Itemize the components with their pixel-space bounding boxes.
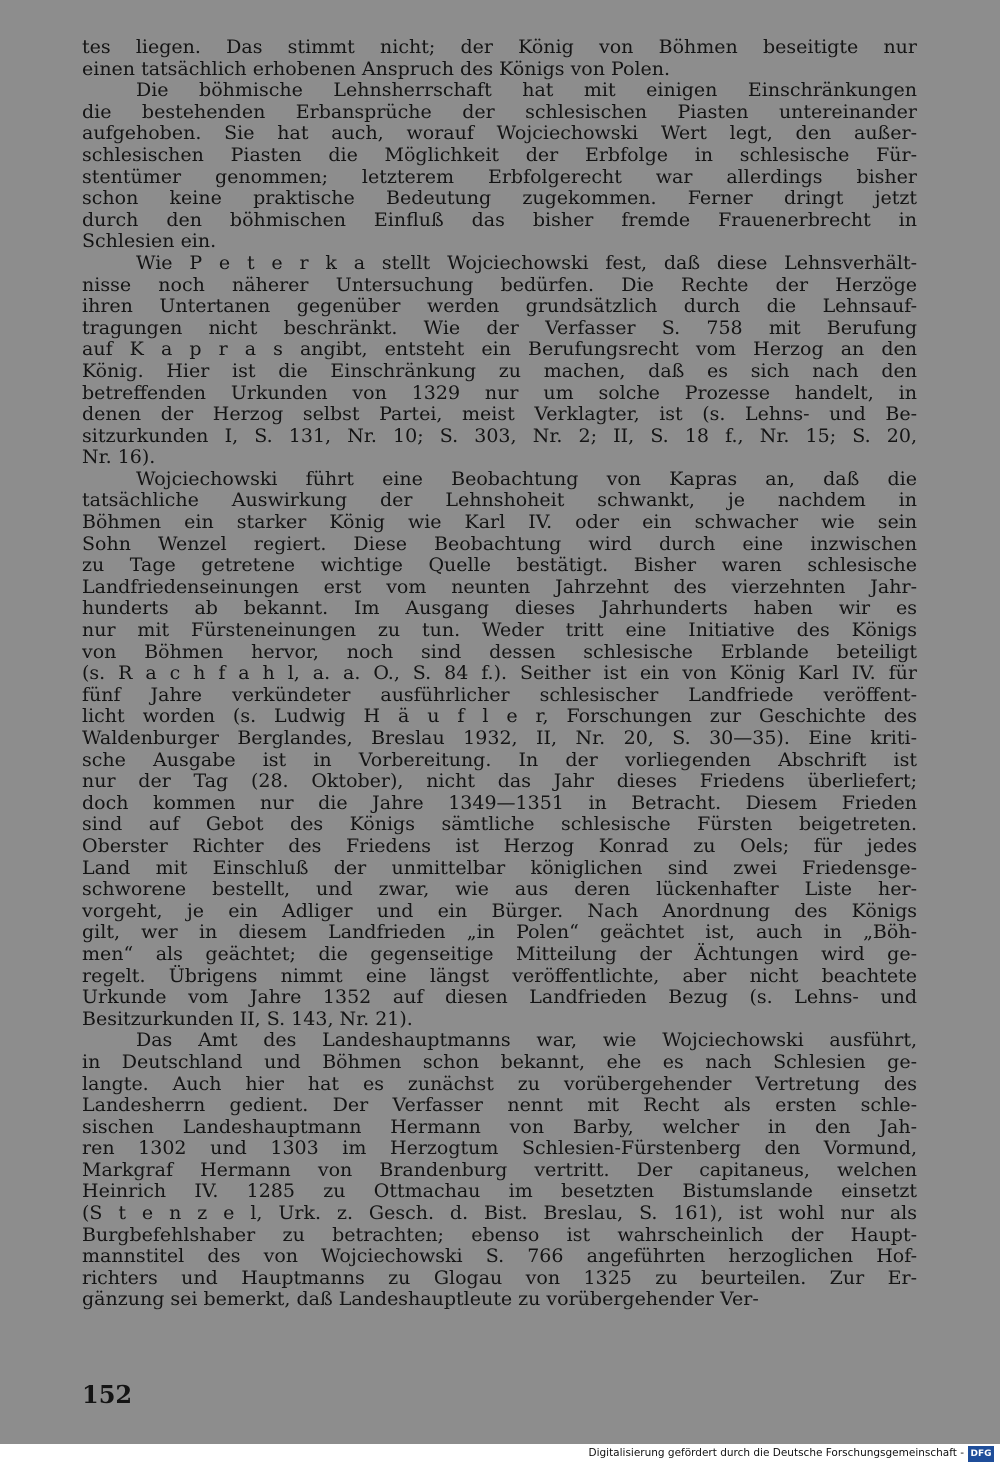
text-line: durch den böhmischen Einfluß das bisher fremde Frauenerbrecht in	[82, 208, 917, 231]
text-line: Wojciechowski führt eine Beobachtung von Kapras an, daß die	[136, 467, 917, 490]
text-line: in Deutschland und Böhmen schon bekannt, ehe es nach Schlesien ge-	[82, 1050, 917, 1073]
text-line: Heinrich IV. 1285 zu Ottmachau im besetzten Bistumslande einsetzt	[82, 1180, 917, 1203]
digitization-footer	[0, 1444, 1000, 1465]
text-line: fünf Jahre verkündeter ausführlicher schlesischer Landfriede veröffent-	[82, 683, 917, 706]
text-line: men“ als geächtet; die gegenseitige Mitteilung der Ächtungen wird ge-	[82, 942, 917, 965]
text-line: Markgraf Hermann von Brandenburg vertritt. Der capitaneus, welchen	[82, 1158, 917, 1181]
text-line: nisse noch näherer Untersuchung bedürfen. Die Rechte der Herzöge	[82, 273, 917, 296]
text-line: sind auf Gebot des Königs sämtliche schlesische Fürsten beigetreten.	[82, 813, 917, 836]
text-line: Land mit Einschluß der unmittelbar königlichen sind zwei Friedensge-	[82, 856, 917, 879]
text-line: gilt, wer in diesem Landfrieden „in Polen“ geächtet ist, auch in „Böh-	[82, 921, 917, 944]
text-line: Böhmen ein starker König wie Karl IV. oder ein schwacher wie sein	[82, 511, 917, 534]
text-line: mannstitel des von Wojciechowski S. 766 angeführten herzoglichen Hof-	[82, 1245, 917, 1268]
text-line: Nr. 16).	[82, 446, 156, 469]
paragraph	[82, 1030, 917, 1311]
text-line: Landfriedenseinungen erst vom neunten Jahrzehnt des vierzehnten Jahr-	[82, 575, 917, 598]
text-line: einen tatsächlich erhobenen Anspruch des Königs von Polen.	[82, 57, 671, 80]
text-line: Wie P e t e r k a stellt Wojciechowski fest, daß diese Lehnsverhält-	[136, 251, 917, 274]
paragraph	[82, 37, 917, 80]
text-line: langte. Auch hier hat es zunächst zu vorübergehender Vertretung des	[82, 1072, 917, 1095]
paragraph	[82, 469, 917, 1030]
text-line: (s. R a c h f a h l, a. a. O., S. 84 f.). Seither ist ein von König Karl IV. für	[82, 662, 917, 685]
text-line: richters und Hauptmanns zu Glogau von 1325 zu beurteilen. Zur Er-	[82, 1266, 917, 1289]
text-line: aufgehoben. Sie hat auch, worauf Wojciechowski Wert legt, den außer-	[82, 122, 917, 145]
text-line: doch kommen nur die Jahre 1349—1351 in Betracht. Diesem Frieden	[82, 791, 917, 814]
text-line: Waldenburger Berglandes, Breslau 1932, II, Nr. 20, S. 30—35). Eine kriti-	[82, 727, 917, 749]
paragraph	[82, 253, 917, 469]
text-line: sitzurkunden I, S. 131, Nr. 10; S. 303, Nr. 2; II, S. 18 f., Nr. 15; S. 20,	[82, 424, 917, 447]
paragraph	[82, 80, 917, 253]
text-line: die bestehenden Erbansprüche der schlesischen Piasten untereinander	[82, 100, 917, 123]
text-line: nur der Tag (28. Oktober), nicht das Jahr dieses Friedens überliefert;	[82, 770, 917, 793]
text-line: zu Tage getretene wichtige Quelle bestätigt. Bisher waren schlesische	[82, 554, 917, 577]
text-line: tes liegen. Das stimmt nicht; der König von Böhmen beseitigte nur	[82, 36, 917, 58]
body-text	[82, 37, 917, 1311]
text-line: Die böhmische Lehnsherrschaft hat mit einigen Einschränkungen	[136, 79, 917, 102]
text-line: schworene bestellt, und zwar, wie aus deren lückenhafter Liste her-	[82, 878, 917, 901]
text-line: Urkunde vom Jahre 1352 auf diesen Landfrieden Bezug (s. Lehns- und	[82, 986, 917, 1009]
text-line: König. Hier ist die Einschränkung zu machen, daß es sich nach den	[82, 359, 917, 382]
text-line: hunderts ab bekannt. Im Ausgang dieses Jahrhunderts haben wir es	[82, 597, 917, 620]
text-line: sche Ausgabe ist in Vorbereitung. In der vorliegenden Abschrift ist	[82, 748, 917, 771]
text-line: Oberster Richter des Friedens ist Herzog Konrad zu Oels; für jedes	[82, 834, 917, 857]
text-line: vorgeht, je ein Adliger und ein Bürger. Nach Anordnung des Königs	[82, 899, 917, 922]
text-line: nur mit Fürsteneinungen zu tun. Weder tritt eine Initiative des Königs	[82, 619, 917, 642]
text-line: stentümer genommen; letzterem Erbfolgerecht war allerdings bisher	[82, 165, 917, 188]
text-line: regelt. Übrigens nimmt eine längst veröffentlichte, aber nicht beachtete	[82, 964, 917, 987]
text-line: Burgbefehlshaber zu betrachten; ebenso ist wahrscheinlich der Haupt-	[82, 1223, 917, 1246]
page-number: 152	[82, 1380, 133, 1409]
dfg-logo-icon: DFG	[968, 1446, 994, 1462]
text-line: von Böhmen hervor, noch sind dessen schlesische Erblande beteiligt	[82, 640, 917, 663]
text-line: denen der Herzog selbst Partei, meist Verklagter, ist (s. Lehns- und Be-	[82, 403, 917, 426]
text-line: auf K a p r a s angibt, entsteht ein Berufungsrecht vom Herzog an den	[82, 338, 917, 361]
text-line: (S t e n z e l, Urk. z. Gesch. d. Bist. Breslau, S. 161), ist wohl nur als	[82, 1202, 917, 1225]
text-line: Schlesien ein.	[82, 230, 217, 253]
text-line: tatsächliche Auswirkung der Lehnshoheit schwankt, je nachdem in	[82, 489, 917, 512]
text-line: schon keine praktische Bedeutung zugekommen. Ferner dringt jetzt	[82, 187, 917, 210]
text-line: betreffenden Urkunden von 1329 nur um solche Prozesse handelt, in	[82, 381, 917, 404]
text-line: ihren Untertanen gegenüber werden grundsätzlich durch die Lehnsauf-	[82, 295, 917, 318]
text-line: Besitzurkunden II, S. 143, Nr. 21).	[82, 1007, 413, 1030]
text-line: Das Amt des Landeshauptmanns war, wie Wojciechowski ausführt,	[136, 1029, 917, 1052]
text-line: ren 1302 und 1303 im Herzogtum Schlesien-Fürstenberg den Vormund,	[82, 1137, 917, 1160]
text-line: tragungen nicht beschränkt. Wie der Verfasser S. 758 mit Berufung	[82, 316, 917, 339]
text-line: Sohn Wenzel regiert. Diese Beobachtung wird durch eine inzwischen	[82, 532, 917, 555]
footer-credit: Digitalisierung gefördert durch die Deutsche Forschungsgemeinschaft -	[588, 1447, 964, 1459]
text-line: sischen Landeshauptmann Hermann von Barby, welcher in den Jah-	[82, 1115, 917, 1138]
text-line: Landesherrn gedient. Der Verfasser nennt mit Recht als ersten schle-	[82, 1094, 917, 1117]
text-line: gänzung sei bemerkt, daß Landeshauptleute zu vorübergehender Ver-	[82, 1288, 759, 1311]
text-line: schlesischen Piasten die Möglichkeit der Erbfolge in schlesische Für-	[82, 143, 917, 166]
text-line: licht worden (s. Ludwig H ä u f l e r, Forschungen zur Geschichte des	[82, 705, 917, 728]
